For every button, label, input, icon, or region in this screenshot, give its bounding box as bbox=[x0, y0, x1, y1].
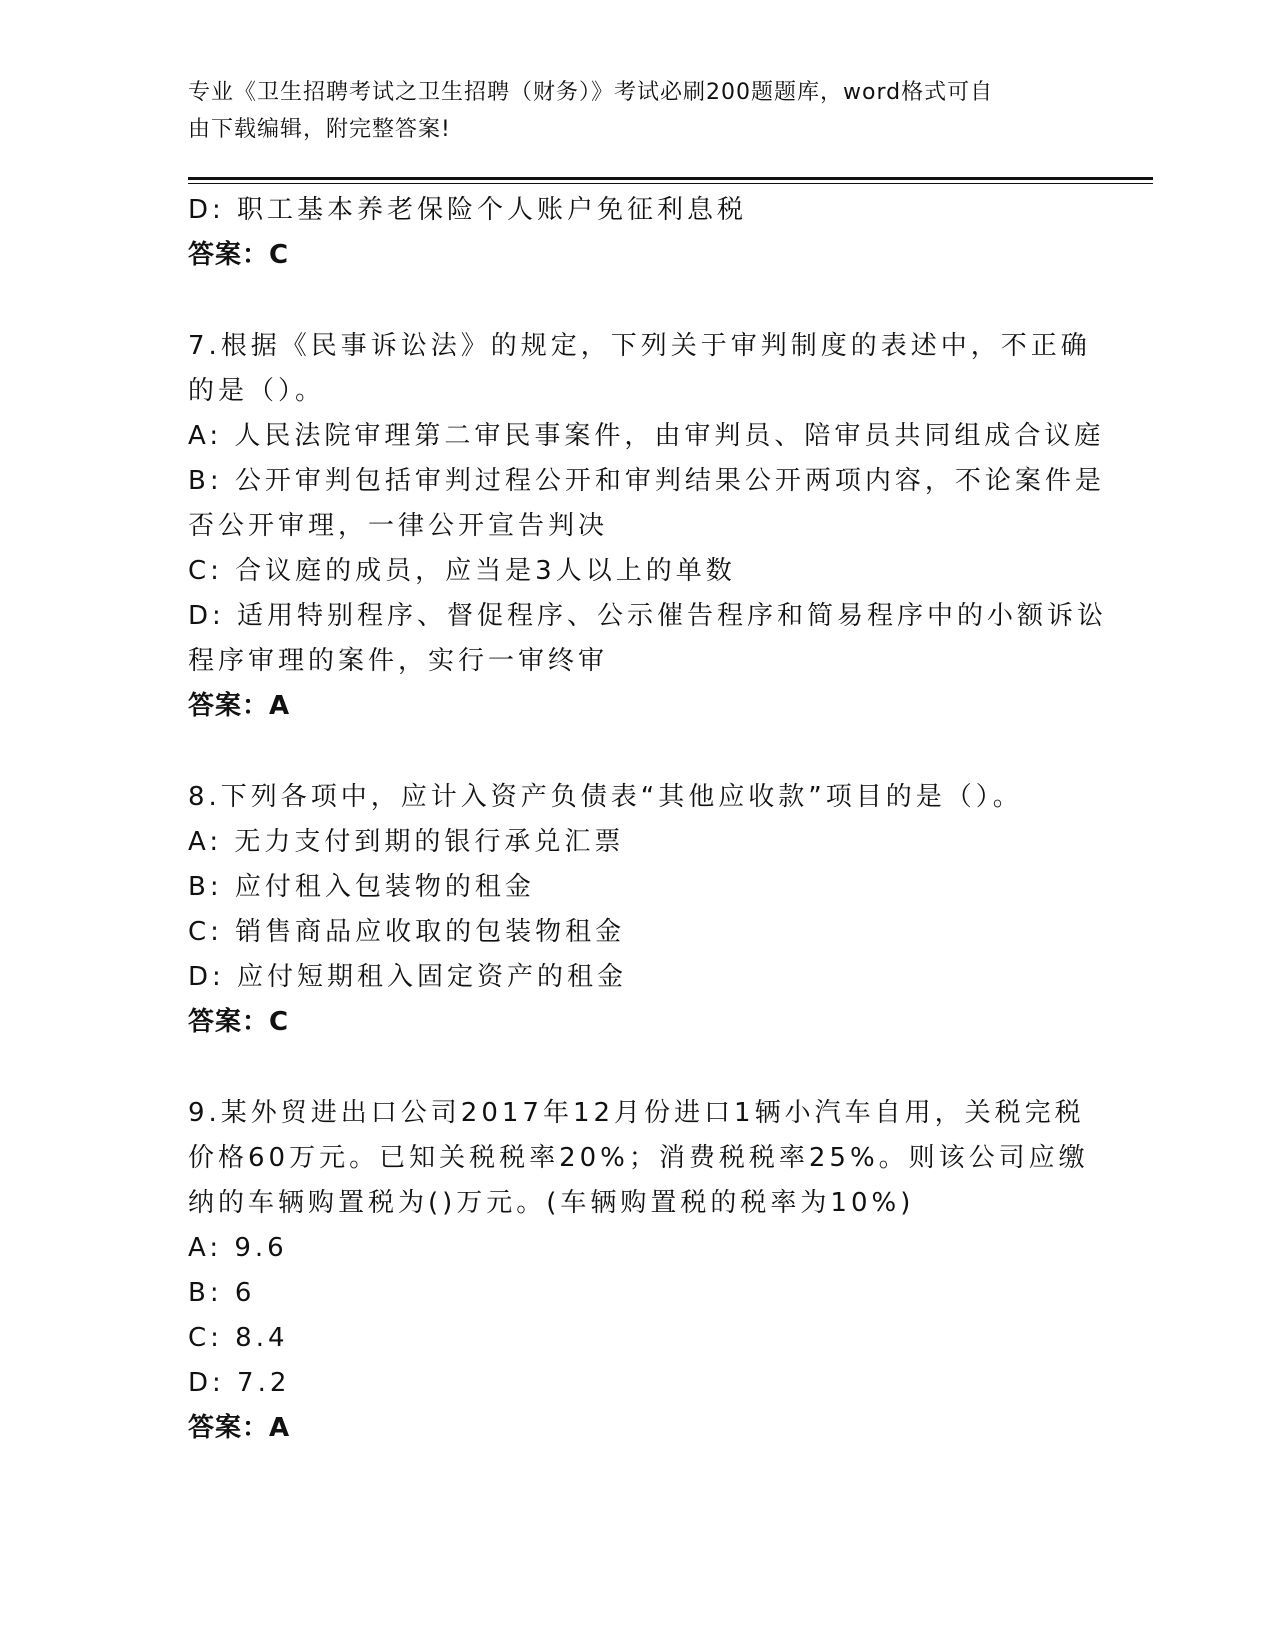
question-stem: 9.某外贸进出口公司2017年12月份进口1辆小汽车自用，关税完税 bbox=[188, 1098, 1085, 1128]
spacer bbox=[188, 278, 1088, 324]
question-stem: 7.根据《民事诉讼法》的规定，下列关于审判制度的表述中，不正确 bbox=[188, 331, 1091, 361]
option-d: D: 适用特别程序、督促程序、公示催告程序和简易程序中的小额诉讼 bbox=[188, 601, 1108, 631]
question-stem: 价格60万元。已知关税税率20%；消费税税率25%。则该公司应缴 bbox=[188, 1143, 1089, 1173]
option-a: A: 无力支付到期的银行承兑汇票 bbox=[188, 827, 625, 857]
question-stem: 8.下列各项中，应计入资产负债表“其他应收款”项目的是（）。 bbox=[188, 782, 1023, 812]
option-b-continued: 否公开审理，一律公开宣告判决 bbox=[188, 511, 609, 541]
question-stem: 的是（）。 bbox=[188, 376, 326, 406]
option-d: D: 职工基本养老保险个人账户免征利息税 bbox=[188, 195, 748, 225]
option-b: B: 6 bbox=[188, 1278, 256, 1308]
question-list bbox=[188, 188, 1108, 1451]
question-6-fragment bbox=[188, 188, 1088, 278]
answer: 答案：A bbox=[188, 1413, 291, 1443]
option-d: D: 7.2 bbox=[188, 1368, 291, 1398]
question-9 bbox=[188, 1091, 1088, 1451]
answer: 答案：C bbox=[188, 240, 290, 270]
option-b: B: 公开审判包括审判过程公开和审判结果公开两项内容，不论案件是 bbox=[188, 466, 1105, 496]
question-stem: 纳的车辆购置税为()万元。(车辆购置税的税率为10%) bbox=[188, 1188, 915, 1218]
answer: 答案：C bbox=[188, 1007, 290, 1037]
option-c: C: 8.4 bbox=[188, 1323, 289, 1353]
question-7 bbox=[188, 324, 1108, 729]
header-line-1: 专业《卫生招聘考试之卫生招聘（财务）》考试必刷200题题库，word格式可自 bbox=[188, 80, 994, 105]
answer: 答案：A bbox=[188, 691, 291, 721]
header-divider-thick bbox=[188, 177, 1153, 180]
header-line-2: 由下载编辑，附完整答案! bbox=[188, 117, 451, 142]
page-header bbox=[188, 74, 1068, 148]
option-c: C: 合议庭的成员，应当是3人以上的单数 bbox=[188, 556, 736, 586]
option-d-continued: 程序审理的案件，实行一审终审 bbox=[188, 646, 609, 676]
spacer bbox=[188, 729, 1088, 775]
option-a: A: 9.6 bbox=[188, 1233, 288, 1263]
option-c: C: 销售商品应收取的包装物租金 bbox=[188, 917, 626, 947]
header-divider-thin bbox=[188, 183, 1153, 184]
question-8 bbox=[188, 775, 1088, 1045]
option-b: B: 应付租入包装物的租金 bbox=[188, 872, 535, 902]
option-a: A: 人民法院审理第二审民事案件，由审判员、陪审员共同组成合议庭 bbox=[188, 421, 1105, 451]
option-d: D: 应付短期租入固定资产的租金 bbox=[188, 962, 628, 992]
spacer bbox=[188, 1045, 1088, 1091]
